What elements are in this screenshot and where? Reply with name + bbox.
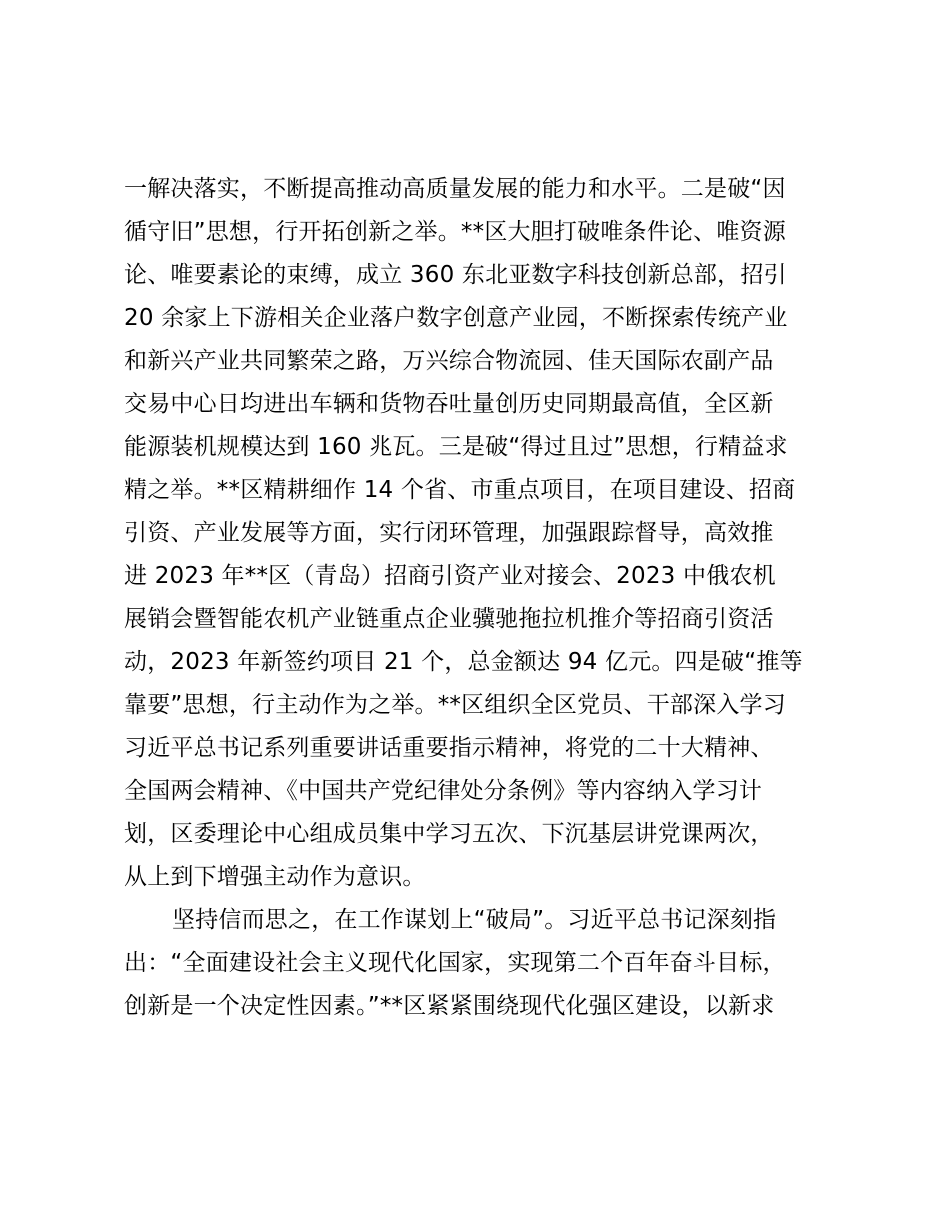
text-line: 进 2023 年**区（青岛）招商引资产业对接会、2023 中俄农机	[124, 563, 776, 589]
text-line: 坚持信而思之，在工作谋划上“破局”。习近平总书记深刻指	[172, 907, 777, 933]
paragraph-1	[124, 168, 836, 899]
text-line: 引资、产业发展等方面，实行闭环管理，加强跟踪督导，高效推	[124, 520, 774, 546]
text-line: 全国两会精神、《中国共产党纪律处分条例》等内容纳入学习计	[124, 778, 763, 804]
text-line: 能源装机规模达到 160 兆瓦。三是破“得过且过”思想，行精益求	[124, 434, 788, 460]
text-line: 划，区委理论中心组成员集中学习五次、下沉基层讲党课两次，	[124, 821, 774, 847]
text-line: 交易中心日均进出车辆和货物吞吐量创历史同期最高值，全区新	[124, 391, 774, 417]
text-line: 论、唯要素论的束缚，成立 360 东北亚数字科技创新总部，招引	[124, 262, 787, 288]
text-line: 出：“全面建设社会主义现代化国家，实现第二个百年奋斗目标，	[124, 950, 786, 976]
paragraph-2	[124, 899, 836, 1028]
text-line: 动，2023 年新签约项目 21 个，总金额达 94 亿元。四是破“推等	[124, 649, 803, 675]
text-line: 循守旧”思想，行开拓创新之举。**区大胆打破唯条件论、唯资源	[124, 219, 786, 245]
text-line: 和新兴产业共同繁荣之路，万兴综合物流园、佳天国际农副产品	[124, 348, 774, 374]
text-line: 一解决落实，不断提高推动高质量发展的能力和水平。二是破“因	[124, 176, 786, 202]
text-line: 习近平总书记系列重要讲话重要指示精神，将党的二十大精神、	[124, 735, 774, 761]
text-line: 精之举。**区精耕细作 14 个省、市重点项目，在项目建设、招商	[124, 477, 796, 503]
body-text	[124, 168, 836, 1028]
text-line: 20 余家上下游相关企业落户数字创意产业园，不断探索传统产业	[124, 305, 788, 331]
text-line: 展销会暨智能农机产业链重点企业骥驰拖拉机推介等招商引资活	[124, 606, 774, 632]
text-line: 靠要”思想，行主动作为之举。**区组织全区党员、干部深入学习	[124, 692, 786, 718]
text-line: 从上到下增强主动作为意识。	[124, 864, 426, 890]
text-line: 创新是一个决定性因素。”**区紧紧围绕现代化强区建设，以新求	[124, 993, 775, 1019]
